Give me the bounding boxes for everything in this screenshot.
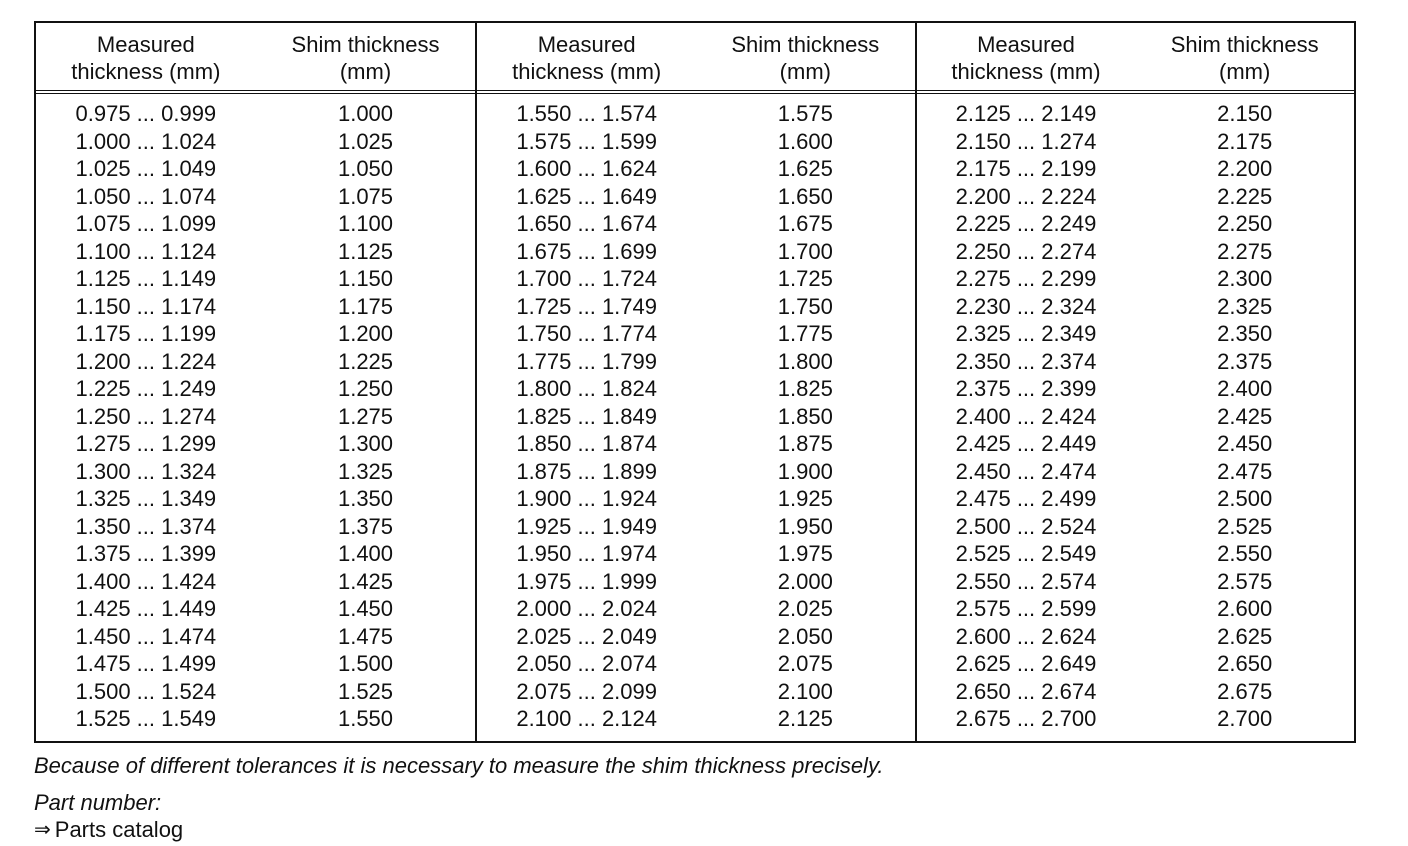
shim-thickness-cell: 2.350 <box>1217 321 1273 347</box>
table-body <box>36 94 475 733</box>
shim-thickness-cell: 2.150 <box>1217 101 1273 127</box>
table-row <box>477 595 914 623</box>
part-number-label: Part number: <box>34 790 162 815</box>
measured-thickness-cell: 1.225 ... 1.249 <box>75 376 217 402</box>
shim-thickness-cell: 1.700 <box>777 238 833 264</box>
measured-thickness-cell: 1.025 ... 1.049 <box>75 156 217 182</box>
measured-thickness-cell: 2.450 ... 2.474 <box>955 458 1097 484</box>
table-row <box>917 128 1354 156</box>
measured-thickness-cell: 1.300 ... 1.324 <box>75 458 217 484</box>
measured-thickness-cell: 2.200 ... 2.224 <box>955 183 1097 209</box>
measured-thickness-header: Measured thickness (mm) <box>512 31 662 84</box>
shim-thickness-cell: 1.375 <box>337 513 394 539</box>
table-row <box>917 623 1354 651</box>
shim-thickness-cell: 2.625 <box>1217 623 1273 649</box>
shim-thickness-cell: 1.850 <box>777 403 833 429</box>
table-row <box>36 678 475 706</box>
shim-thickness-cell: 1.075 <box>337 183 394 209</box>
shim-thickness-header: Shim thickness (mm) <box>291 31 440 84</box>
table-row <box>917 485 1354 513</box>
table-body <box>917 94 1354 733</box>
shim-thickness-cell: 1.625 <box>777 156 833 182</box>
shim-thickness-cell: 2.050 <box>777 623 833 649</box>
shim-thickness-cell: 1.275 <box>337 403 394 429</box>
measured-thickness-cell: 1.575 ... 1.599 <box>516 128 657 154</box>
table-row <box>36 595 475 623</box>
measured-thickness-cell: 2.600 ... 2.624 <box>955 623 1097 649</box>
table-row <box>36 485 475 513</box>
table-row <box>477 155 914 183</box>
measured-thickness-cell: 1.475 ... 1.499 <box>75 651 217 677</box>
table-row <box>917 375 1354 403</box>
double-arrow-right-icon: ⇒ <box>34 817 51 841</box>
shim-thickness-cell: 1.750 <box>777 293 833 319</box>
table-row <box>36 623 475 651</box>
shim-thickness-cell: 2.700 <box>1217 706 1273 732</box>
measured-thickness-cell: 1.825 ... 1.849 <box>516 403 657 429</box>
measured-thickness-cell: 1.050 ... 1.074 <box>75 183 217 209</box>
table-row <box>477 293 914 321</box>
measured-thickness-cell: 2.150 ... 1.274 <box>955 128 1097 154</box>
table-row <box>917 293 1354 321</box>
measured-thickness-cell: 1.100 ... 1.124 <box>75 238 217 264</box>
measured-thickness-cell: 2.400 ... 2.424 <box>955 403 1097 429</box>
tolerance-footnote: Because of different tolerances it is necessary to measure the shim thickness precisely. <box>34 753 884 778</box>
shim-thickness-cell: 1.125 <box>337 238 394 264</box>
measured-thickness-cell: 0.975 ... 0.999 <box>75 101 217 127</box>
table-row <box>477 430 914 458</box>
shim-thickness-cell: 2.250 <box>1217 211 1273 237</box>
measured-thickness-cell: 2.575 ... 2.599 <box>955 596 1097 622</box>
shim-thickness-cell: 1.525 <box>337 678 394 704</box>
parts-catalog-link[interactable] <box>34 816 183 843</box>
table-row <box>477 238 914 266</box>
parts-catalog-label: Parts catalog <box>54 817 184 842</box>
table-row <box>477 513 914 541</box>
table-row <box>917 265 1354 293</box>
measured-thickness-header: Measured thickness (mm) <box>71 31 221 84</box>
shim-thickness-cell: 1.000 <box>337 101 394 127</box>
shim-thickness-cell: 2.400 <box>1217 376 1273 402</box>
table-row <box>477 623 914 651</box>
shim-thickness-cell: 1.350 <box>337 486 394 512</box>
measured-thickness-cell: 2.625 ... 2.649 <box>955 651 1097 677</box>
measured-thickness-cell: 2.475 ... 2.499 <box>955 486 1097 512</box>
table-row <box>917 100 1354 128</box>
measured-thickness-cell: 1.975 ... 1.999 <box>516 568 657 594</box>
table-body <box>477 94 914 733</box>
table-row <box>36 348 475 376</box>
shim-thickness-cell: 1.425 <box>337 568 394 594</box>
measured-thickness-cell: 2.025 ... 2.049 <box>516 623 657 649</box>
shim-thickness-cell: 2.125 <box>777 706 833 732</box>
shim-thickness-cell: 1.650 <box>777 183 833 209</box>
measured-thickness-cell: 1.075 ... 1.099 <box>75 211 217 237</box>
table-row <box>477 265 914 293</box>
table-row <box>917 238 1354 266</box>
table-row <box>917 320 1354 348</box>
table-row <box>917 568 1354 596</box>
measured-thickness-cell: 2.050 ... 2.074 <box>516 651 657 677</box>
measured-thickness-cell: 1.650 ... 1.674 <box>516 211 657 237</box>
measured-thickness-header: Measured thickness (mm) <box>951 31 1101 84</box>
measured-thickness-cell: 1.250 ... 1.274 <box>75 403 217 429</box>
table-row <box>36 183 475 211</box>
table-row <box>36 238 475 266</box>
shim-thickness-cell: 1.450 <box>337 596 394 622</box>
shim-thickness-cell: 1.225 <box>337 348 394 374</box>
shim-thickness-cell: 1.800 <box>777 348 833 374</box>
table-row <box>36 403 475 431</box>
shim-thickness-cell: 1.250 <box>337 376 394 402</box>
measured-thickness-cell: 1.625 ... 1.649 <box>516 183 657 209</box>
table-row <box>917 403 1354 431</box>
table-row <box>917 595 1354 623</box>
table-row <box>36 650 475 678</box>
shim-thickness-cell: 1.925 <box>777 486 833 512</box>
measured-thickness-cell: 1.000 ... 1.024 <box>75 128 217 154</box>
shim-thickness-cell: 2.525 <box>1217 513 1273 539</box>
table-row <box>917 705 1354 733</box>
table-row <box>917 183 1354 211</box>
measured-thickness-cell: 2.125 ... 2.149 <box>955 101 1097 127</box>
table-row <box>477 100 914 128</box>
shim-thickness-cell: 2.375 <box>1217 348 1273 374</box>
table-row <box>917 210 1354 238</box>
measured-thickness-cell: 1.900 ... 1.924 <box>516 486 657 512</box>
shim-thickness-cell: 2.275 <box>1217 238 1273 264</box>
shim-thickness-cell: 1.550 <box>337 706 394 732</box>
measured-thickness-cell: 1.450 ... 1.474 <box>75 623 217 649</box>
measured-thickness-cell: 1.175 ... 1.199 <box>75 321 217 347</box>
table-row <box>477 320 914 348</box>
table-row <box>36 265 475 293</box>
shim-thickness-cell: 2.550 <box>1217 541 1273 567</box>
shim-thickness-cell: 1.950 <box>777 513 833 539</box>
table-row <box>477 705 914 733</box>
table-row <box>917 348 1354 376</box>
shim-thickness-cell: 2.450 <box>1217 431 1273 457</box>
table-row <box>477 485 914 513</box>
table-row <box>36 210 475 238</box>
table-row <box>917 678 1354 706</box>
shim-thickness-cell: 2.225 <box>1217 183 1273 209</box>
shim-thickness-cell: 1.600 <box>777 128 833 154</box>
table-row <box>477 403 914 431</box>
shim-thickness-cell: 2.575 <box>1217 568 1273 594</box>
shim-thickness-cell: 2.650 <box>1217 651 1273 677</box>
shim-thickness-cell: 1.475 <box>337 623 394 649</box>
table-row <box>917 650 1354 678</box>
measured-thickness-cell: 1.525 ... 1.549 <box>75 706 217 732</box>
measured-thickness-cell: 1.425 ... 1.449 <box>75 596 217 622</box>
table-row <box>36 375 475 403</box>
table-row <box>477 128 914 156</box>
shim-thickness-cell: 2.425 <box>1217 403 1273 429</box>
table-header <box>917 23 1354 94</box>
table-row <box>477 650 914 678</box>
table-row <box>477 348 914 376</box>
table-row <box>36 458 475 486</box>
shim-thickness-cell: 1.200 <box>337 321 394 347</box>
table-row <box>477 183 914 211</box>
shim-thickness-cell: 1.775 <box>777 321 833 347</box>
measured-thickness-cell: 1.325 ... 1.349 <box>75 486 217 512</box>
measured-thickness-cell: 2.250 ... 2.274 <box>955 238 1097 264</box>
measured-thickness-cell: 1.800 ... 1.824 <box>516 376 657 402</box>
measured-thickness-cell: 1.750 ... 1.774 <box>516 321 657 347</box>
measured-thickness-cell: 1.150 ... 1.174 <box>75 293 217 319</box>
measured-thickness-cell: 1.700 ... 1.724 <box>516 266 657 292</box>
table-row <box>477 458 914 486</box>
measured-thickness-cell: 2.650 ... 2.674 <box>955 678 1097 704</box>
table-row <box>36 128 475 156</box>
table-row <box>917 513 1354 541</box>
measured-thickness-cell: 2.075 ... 2.099 <box>516 678 657 704</box>
table-group-1 <box>36 23 475 741</box>
measured-thickness-cell: 2.550 ... 2.574 <box>955 568 1097 594</box>
shim-thickness-cell: 1.575 <box>777 101 833 127</box>
measured-thickness-cell: 2.500 ... 2.524 <box>955 513 1097 539</box>
table-row <box>477 375 914 403</box>
measured-thickness-cell: 1.350 ... 1.374 <box>75 513 217 539</box>
measured-thickness-cell: 2.100 ... 2.124 <box>516 706 657 732</box>
shim-thickness-cell: 1.400 <box>337 541 394 567</box>
shim-thickness-cell: 1.975 <box>777 541 833 567</box>
shim-thickness-cell: 1.175 <box>337 293 394 319</box>
measured-thickness-cell: 1.675 ... 1.699 <box>516 238 657 264</box>
measured-thickness-cell: 2.325 ... 2.349 <box>955 321 1097 347</box>
measured-thickness-cell: 1.125 ... 1.149 <box>75 266 217 292</box>
table-row <box>917 155 1354 183</box>
measured-thickness-cell: 1.200 ... 1.224 <box>75 348 217 374</box>
shim-thickness-cell: 1.050 <box>337 156 394 182</box>
shim-thickness-cell: 1.300 <box>337 431 394 457</box>
table-row <box>477 210 914 238</box>
shim-thickness-table <box>34 21 1356 743</box>
table-row <box>917 430 1354 458</box>
shim-thickness-cell: 2.025 <box>777 596 833 622</box>
table-row <box>36 155 475 183</box>
table-header <box>477 23 914 94</box>
table-row <box>36 430 475 458</box>
shim-thickness-cell: 1.825 <box>777 376 833 402</box>
shim-thickness-cell: 1.025 <box>337 128 394 154</box>
shim-thickness-cell: 1.500 <box>337 651 394 677</box>
measured-thickness-cell: 2.675 ... 2.700 <box>955 706 1097 732</box>
shim-thickness-header: Shim thickness (mm) <box>731 31 880 84</box>
table-row <box>36 513 475 541</box>
shim-thickness-header: Shim thickness (mm) <box>1170 31 1319 84</box>
shim-thickness-cell: 2.300 <box>1217 266 1273 292</box>
measured-thickness-cell: 2.425 ... 2.449 <box>955 431 1097 457</box>
shim-thickness-cell: 1.150 <box>337 266 394 292</box>
measured-thickness-cell: 1.850 ... 1.874 <box>516 431 657 457</box>
shim-thickness-cell: 1.900 <box>777 458 833 484</box>
shim-thickness-cell: 1.100 <box>337 211 394 237</box>
measured-thickness-cell: 2.225 ... 2.249 <box>955 211 1097 237</box>
table-row <box>36 100 475 128</box>
table-header <box>36 23 475 94</box>
shim-thickness-cell: 2.100 <box>777 678 833 704</box>
measured-thickness-cell: 1.725 ... 1.749 <box>516 293 657 319</box>
measured-thickness-cell: 1.500 ... 1.524 <box>75 678 217 704</box>
shim-thickness-cell: 2.500 <box>1217 486 1273 512</box>
measured-thickness-cell: 1.600 ... 1.624 <box>516 156 657 182</box>
measured-thickness-cell: 2.000 ... 2.024 <box>516 596 657 622</box>
measured-thickness-cell: 1.950 ... 1.974 <box>516 541 657 567</box>
shim-thickness-cell: 2.475 <box>1217 458 1273 484</box>
shim-thickness-cell: 2.175 <box>1217 128 1273 154</box>
measured-thickness-cell: 1.275 ... 1.299 <box>75 431 217 457</box>
shim-thickness-cell: 2.325 <box>1217 293 1273 319</box>
measured-thickness-cell: 2.350 ... 2.374 <box>955 348 1097 374</box>
table-row <box>477 678 914 706</box>
shim-thickness-cell: 2.000 <box>777 568 833 594</box>
measured-thickness-cell: 1.925 ... 1.949 <box>516 513 657 539</box>
measured-thickness-cell: 1.375 ... 1.399 <box>75 541 217 567</box>
table-row <box>36 568 475 596</box>
shim-thickness-cell: 1.675 <box>777 211 833 237</box>
shim-thickness-cell: 2.200 <box>1217 156 1273 182</box>
table-row <box>477 540 914 568</box>
shim-thickness-cell: 2.600 <box>1217 596 1273 622</box>
table-row <box>477 568 914 596</box>
table-group-2 <box>475 23 914 741</box>
table-group-3 <box>915 23 1354 741</box>
table-row <box>36 705 475 733</box>
shim-thickness-cell: 1.725 <box>777 266 833 292</box>
shim-thickness-cell: 2.075 <box>777 651 833 677</box>
measured-thickness-cell: 2.375 ... 2.399 <box>955 376 1097 402</box>
table-row <box>36 293 475 321</box>
measured-thickness-cell: 1.775 ... 1.799 <box>516 348 657 374</box>
measured-thickness-cell: 2.230 ... 2.324 <box>955 293 1097 319</box>
measured-thickness-cell: 2.525 ... 2.549 <box>955 541 1097 567</box>
table-row <box>917 540 1354 568</box>
table-row <box>36 320 475 348</box>
measured-thickness-cell: 1.400 ... 1.424 <box>75 568 217 594</box>
table-row <box>917 458 1354 486</box>
shim-thickness-cell: 1.875 <box>777 431 833 457</box>
shim-thickness-cell: 2.675 <box>1217 678 1273 704</box>
measured-thickness-cell: 1.550 ... 1.574 <box>516 101 657 127</box>
table-row <box>36 540 475 568</box>
measured-thickness-cell: 2.275 ... 2.299 <box>955 266 1097 292</box>
shim-thickness-cell: 1.325 <box>337 458 394 484</box>
measured-thickness-cell: 1.875 ... 1.899 <box>516 458 657 484</box>
measured-thickness-cell: 2.175 ... 2.199 <box>955 156 1097 182</box>
